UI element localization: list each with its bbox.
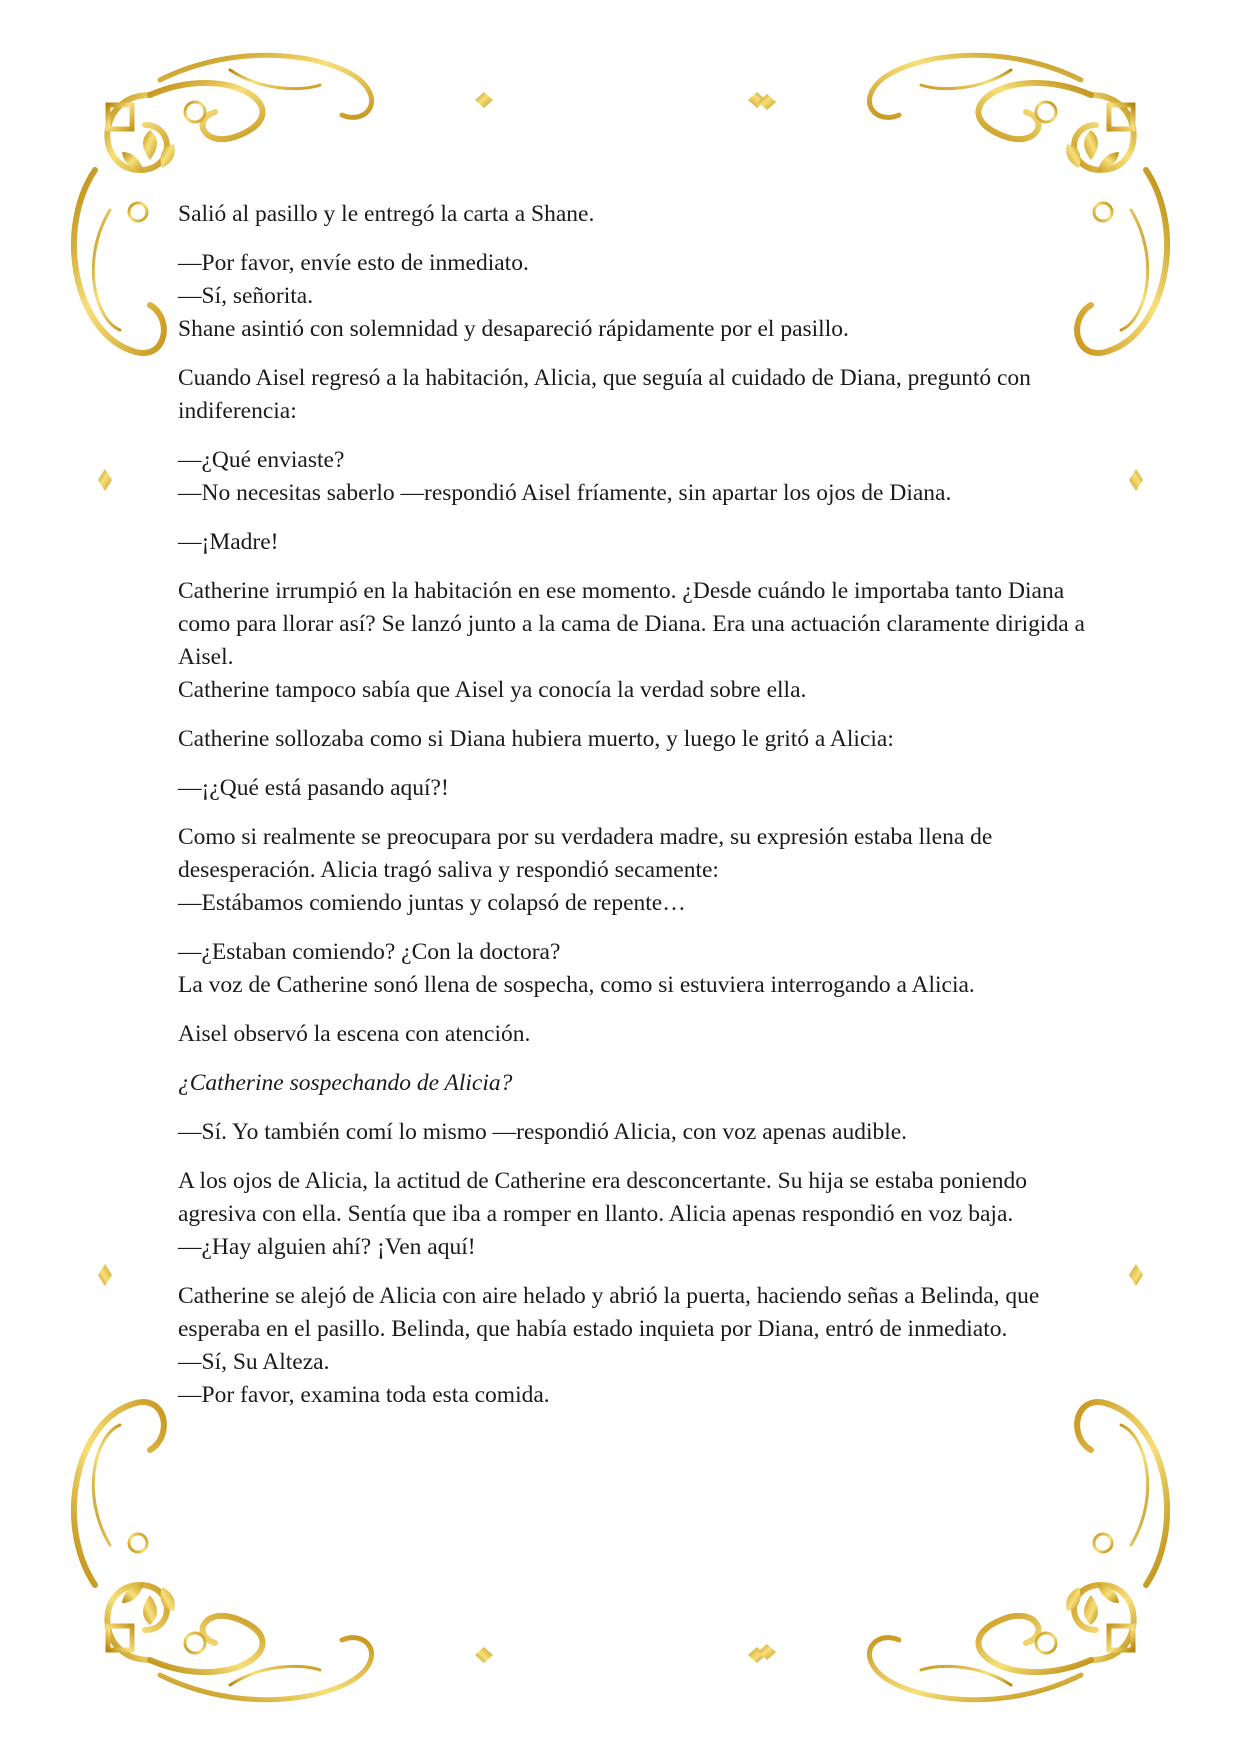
paragraph-12-thought [178, 1067, 1088, 1100]
paragraph-2 [178, 247, 1088, 346]
text-line: —No necesitas saberlo —respondió Aisel fríamente, sin apartar los ojos de Diana. [178, 480, 952, 506]
italic-thought-line: ¿Catherine sospechando de Alicia? [178, 1070, 513, 1096]
text-line: Salió al pasillo y le entregó la carta a Shane. [178, 201, 595, 227]
page-content [178, 198, 1088, 1428]
text-line: Shane asintió con solemnidad y desapareció rápidamente por el pasillo. [178, 316, 849, 342]
text-line: —¡¿Qué está pasando aquí?! [178, 775, 449, 801]
paragraph-5 [178, 526, 1088, 559]
paragraph-6 [178, 575, 1088, 707]
text-line: —¡Madre! [178, 529, 279, 555]
paragraph-3 [178, 362, 1088, 428]
paragraph-1 [178, 198, 1088, 231]
text-line: Catherine sollozaba como si Diana hubiera muerto, y luego le gritó a Alicia: [178, 726, 894, 752]
paragraph-11 [178, 1018, 1088, 1051]
paragraph-15 [178, 1280, 1088, 1412]
text-line: —Por favor, envíe esto de inmediato. [178, 250, 529, 276]
paragraph-14 [178, 1165, 1088, 1264]
text-line: —¿Qué enviaste? [178, 447, 345, 473]
paragraph-4 [178, 444, 1088, 510]
text-line: —Sí, señorita. [178, 283, 314, 309]
text-line: La voz de Catherine sonó llena de sospecha, como si estuviera interrogando a Alicia. [178, 972, 975, 998]
paragraph-8 [178, 772, 1088, 805]
paragraph-13 [178, 1116, 1088, 1149]
text-line: Aisel observó la escena con atención. [178, 1021, 531, 1047]
text-line: —Estábamos comiendo juntas y colapsó de repente… [178, 890, 686, 916]
paragraph-10 [178, 936, 1088, 1002]
text-line: A los ojos de Alicia, la actitud de Catherine era desconcertante. Su hija se estaba poniendo agresiva con ella. Sentía que iba a romper en llanto. Alicia apenas respondió en voz baja. [178, 1168, 1027, 1227]
paragraph-9 [178, 821, 1088, 920]
text-line: —Por favor, examina toda esta comida. [178, 1382, 550, 1408]
text-line: —¿Hay alguien ahí? ¡Ven aquí! [178, 1234, 476, 1260]
text-line: Catherine se alejó de Alicia con aire helado y abrió la puerta, haciendo señas a Belinda, que esperaba en el pasillo. Belinda, que había estado inquieta por Diana, entró de inmediato. [178, 1283, 1040, 1342]
text-line: Como si realmente se preocupara por su verdadera madre, su expresión estaba llena de desesperación. Alicia tragó saliva y respondió secamente: [178, 824, 993, 883]
paragraph-7 [178, 723, 1088, 756]
text-line: Catherine tampoco sabía que Aisel ya conocía la verdad sobre ella. [178, 677, 807, 703]
text-line: —Sí. Yo también comí lo mismo —respondió Alicia, con voz apenas audible. [178, 1119, 908, 1145]
text-line: —¿Estaban comiendo? ¿Con la doctora? [178, 939, 561, 965]
text-line: Catherine irrumpió en la habitación en ese momento. ¿Desde cuándo le importaba tanto Diana como para llorar así? Se lanzó junto a la cama de Diana. Era una actuación claramente dirigida a Aisel. [178, 578, 1085, 670]
text-line: Cuando Aisel regresó a la habitación, Alicia, que seguía al cuidado de Diana, preguntó con indiferencia: [178, 365, 1031, 424]
text-line: —Sí, Su Alteza. [178, 1349, 330, 1375]
